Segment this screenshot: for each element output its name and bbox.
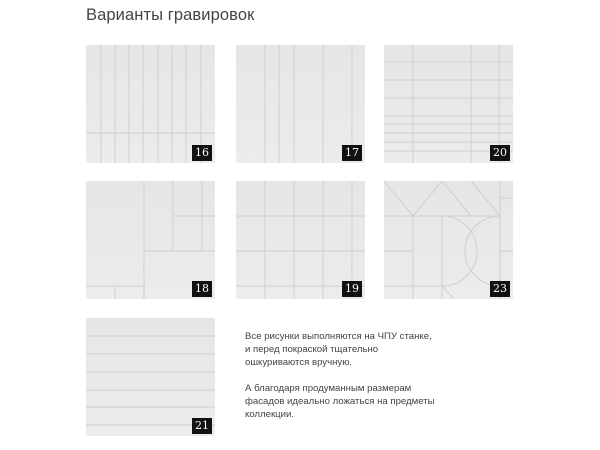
panel-number-badge: 19 xyxy=(342,281,362,297)
engraving-panel-19[interactable] xyxy=(236,181,365,299)
engraving-panel-21[interactable] xyxy=(86,318,215,436)
panel-number-badge: 18 xyxy=(192,281,212,297)
description-paragraph-1: Все рисунки выполняются на ЧПУ станке, и перед покраской тщательно ошкуриваются вручную. xyxy=(245,331,432,369)
engraving-panel-23[interactable] xyxy=(384,181,513,299)
engraving-panel-16[interactable] xyxy=(86,45,215,163)
panel-number-badge: 17 xyxy=(342,145,362,161)
engraving-panel-18[interactable] xyxy=(86,181,215,299)
description-paragraph-2: А благодаря продуманным размерам фасадов идеально ложаться на предметы коллекции. xyxy=(245,382,435,421)
panel-number-badge: 16 xyxy=(192,145,212,161)
engraving-panel-17[interactable] xyxy=(236,45,365,163)
panel-number-badge: 23 xyxy=(490,281,510,297)
description-block xyxy=(245,330,435,433)
page-title: Варианты гравировок xyxy=(86,6,255,24)
engraving-panel-20[interactable] xyxy=(384,45,513,163)
panel-number-badge: 21 xyxy=(192,418,212,434)
panel-number-badge: 20 xyxy=(490,145,510,161)
